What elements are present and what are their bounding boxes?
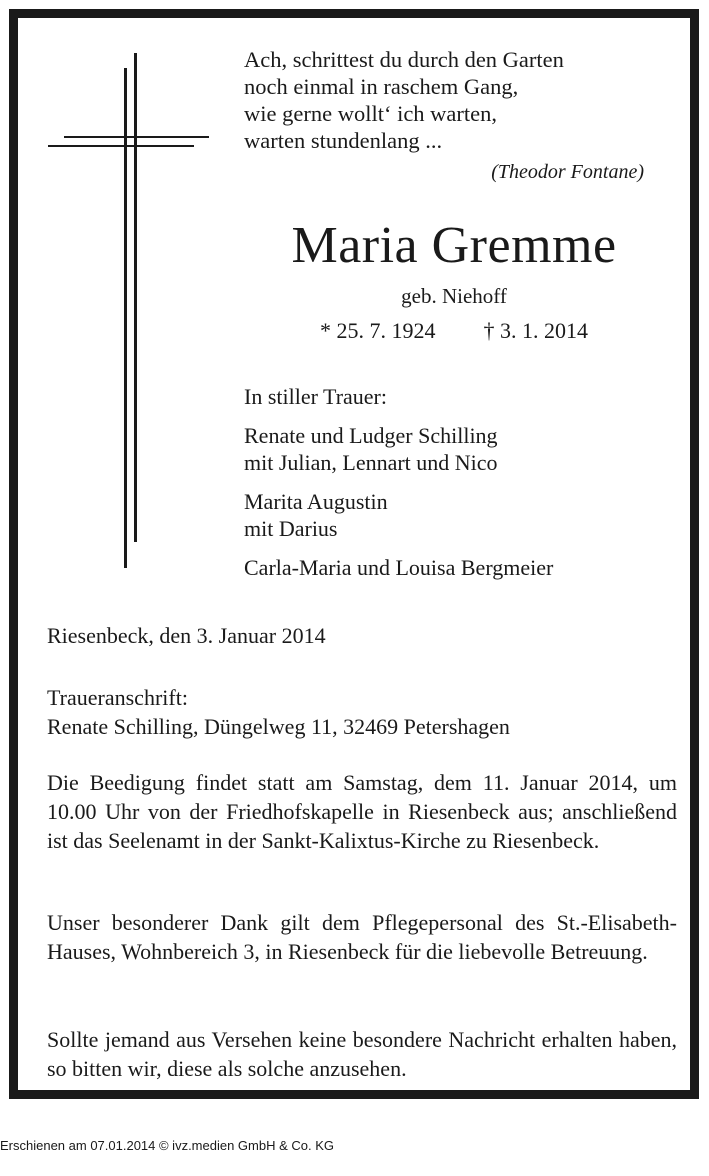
mourner-group	[244, 554, 664, 581]
notice-paragraph: Sollte jemand aus Versehen keine besondere Nachricht erhalten haben, so bitten wir, diese als solche anzusehen.	[47, 1027, 677, 1081]
birth-date: * 25. 7. 1924	[320, 318, 436, 343]
poem-line: wie gerne wollt‘ ich warten,	[244, 101, 498, 126]
publication-footer: Erschienen am 07.01.2014 © ivz.medien GmbH & Co. KG	[0, 1138, 335, 1153]
address-label: Traueranschrift:	[47, 685, 188, 710]
poem-author: (Theodor Fontane)	[491, 161, 644, 183]
deceased-name: Maria Gremme	[291, 217, 617, 274]
mourner-line: Marita Augustin	[244, 489, 388, 514]
mourner-group	[244, 422, 664, 476]
mourning-address	[47, 683, 677, 741]
poem	[244, 46, 664, 154]
mourner-line: mit Julian, Lennart und Nico	[244, 450, 498, 475]
poem-line: Ach, schrittest du durch den Garten	[244, 47, 564, 72]
mourner-line: mit Darius	[244, 516, 338, 541]
thanks-paragraph: Unser besonderer Dank gilt dem Pflegepersonal des St.-Elisabeth-Hauses, Wohnbereich 3, in Riesenbeck für die liebevolle Betreuung.	[47, 910, 677, 964]
mourners-list	[244, 383, 664, 593]
death-date: † 3. 1. 2014	[483, 318, 588, 343]
mourner-line: Renate und Ludger Schilling	[244, 423, 498, 448]
mourner-group	[244, 488, 664, 542]
maiden-name: geb. Niehoff	[401, 284, 507, 308]
obituary-frame	[9, 9, 699, 1099]
poem-line: noch einmal in raschem Gang,	[244, 74, 519, 99]
mourners-intro: In stiller Trauer:	[244, 384, 387, 409]
mourner-line: Carla-Maria und Louisa Bergmeier	[244, 555, 554, 580]
burial-paragraph: Die Beedigung findet statt am Samstag, dem 11. Januar 2014, um 10.00 Uhr von der Friedhofskapelle in Riesenbeck aus; anschließend ist das Seelenamt in der Sankt-Kalixtus-Kirche zu Riesenbeck.	[47, 770, 677, 853]
address-value: Renate Schilling, Düngelweg 11, 32469 Petershagen	[47, 714, 510, 739]
life-dates	[244, 318, 664, 344]
poem-line: warten stundenlang ...	[244, 128, 443, 153]
place-date: Riesenbeck, den 3. Januar 2014	[47, 623, 326, 648]
